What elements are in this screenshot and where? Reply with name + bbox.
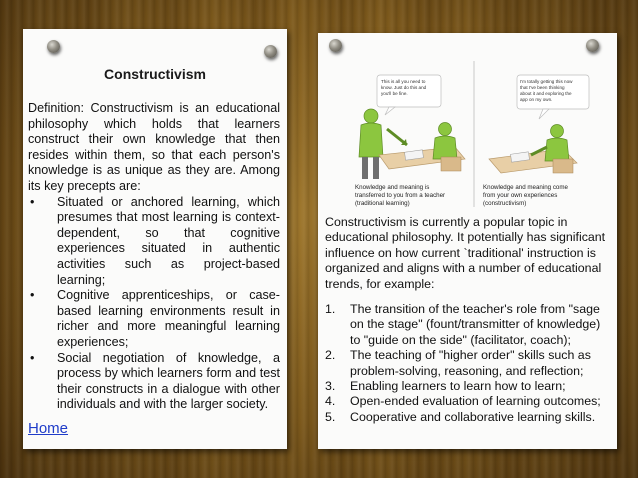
definition-block: [28, 101, 280, 413]
bubble-text-line: that I've been thinking: [520, 85, 565, 90]
list-item: [28, 288, 280, 350]
teacher-leg-icon: [362, 157, 368, 179]
bubble-text-line: about it and exploring the: [520, 91, 572, 96]
bubble-text-line: I'm totally getting this now: [520, 79, 573, 84]
learner-body-icon: [545, 138, 569, 161]
caption-line: Knowledge and meaning come: [483, 184, 568, 191]
bubble-text-line: app on my own.: [520, 97, 553, 102]
teacher-body-icon: [359, 123, 383, 157]
list-item: [325, 410, 610, 425]
precept-text: Social negotiation of knowledge, a process by which learners form and test their constructs in a dialogue with other individuals and with the larger society.: [57, 350, 280, 412]
list-number: 4.: [325, 394, 336, 409]
bubble-text-line: you'll be fine.: [381, 91, 408, 96]
pushpin-icon: [47, 40, 60, 53]
home-link[interactable]: Home: [28, 420, 69, 437]
trends-list: [325, 302, 610, 425]
student-head-icon: [439, 123, 452, 136]
pushpin-icon: [586, 39, 599, 52]
pushpin-icon: [264, 45, 277, 58]
intro-paragraph: Constructivism is currently a popular topic in educational philosophy. It potentially has significant influence on how current `traditional' instruction is organized and aligns with a number of educational trends, for example:: [325, 215, 606, 291]
constructivism-definition-card: [23, 29, 287, 449]
list-number: 1.: [325, 302, 336, 316]
list-item: [28, 351, 280, 413]
caption-line: (constructivism): [483, 200, 527, 207]
precepts-list: [28, 195, 280, 413]
trend-text: The transition of the teacher's role from "sage on the stage" (fount/transmitter of knowledge) to "guide on the side" (facilitator, coach);: [350, 302, 601, 347]
trend-text: The teaching of "higher order" skills such as problem-solving, reasoning, and reflection;: [350, 348, 591, 378]
speech-bubble-tail: [539, 109, 549, 119]
list-number: 3.: [325, 379, 336, 394]
caption-line: transferred to you from a teacher: [355, 192, 446, 199]
card-title: Constructivism: [104, 66, 206, 82]
list-item: [325, 394, 610, 409]
speech-bubble-tail: [385, 107, 395, 115]
list-item: [325, 379, 610, 394]
list-number: 5.: [325, 409, 336, 424]
caption-line: from your own experiences: [483, 192, 558, 199]
trend-text: Enabling learners to learn how to learn;: [350, 379, 566, 394]
trend-text: Open-ended evaluation of learning outcomes;: [350, 394, 601, 409]
precept-text: Situated or anchored learning, which presumes that most learning is context-dependent, so that cognitive experiences situated in authentic activities such as project-based learning;: [57, 194, 280, 287]
caption-line: (traditional learning): [355, 200, 410, 207]
pushpin-icon: [329, 39, 342, 52]
chair-icon: [553, 159, 573, 173]
teacher-leg-icon: [373, 157, 379, 179]
bubble-text-line: know. Just do this and: [381, 85, 427, 90]
learning-comparison-illustration: [349, 59, 599, 209]
bullet-icon: •: [30, 194, 35, 209]
traditional-learning-scene: [355, 75, 465, 207]
bullet-icon: •: [30, 288, 35, 303]
trend-text: Cooperative and collaborative learning skills.: [350, 409, 596, 424]
intro-block: [325, 215, 610, 292]
student-body-icon: [433, 136, 457, 159]
definition-paragraph: Definition: Constructivism is an educational philosophy which holds that learners construct their own knowledge that then resides within them, so that each person's knowledge is as unique as they are. Among its key precepts are:: [28, 101, 280, 193]
teacher-head-icon: [364, 109, 378, 123]
bubble-text-line: This is all you need to: [381, 79, 426, 84]
constructivism-scene: [483, 75, 589, 207]
list-item: [28, 195, 280, 289]
learner-head-icon: [551, 125, 564, 138]
list-item: [325, 302, 610, 348]
list-number: 2.: [325, 348, 336, 363]
list-item: [325, 348, 610, 379]
caption-line: Knowledge and meaning is: [355, 184, 430, 191]
chair-icon: [441, 157, 461, 171]
bullet-icon: •: [30, 350, 35, 365]
constructivism-trends-card: [318, 33, 617, 449]
precept-text: Cognitive apprenticeships, or case-based learning environments result in richer and more meaningful learning experiences;: [57, 288, 280, 349]
